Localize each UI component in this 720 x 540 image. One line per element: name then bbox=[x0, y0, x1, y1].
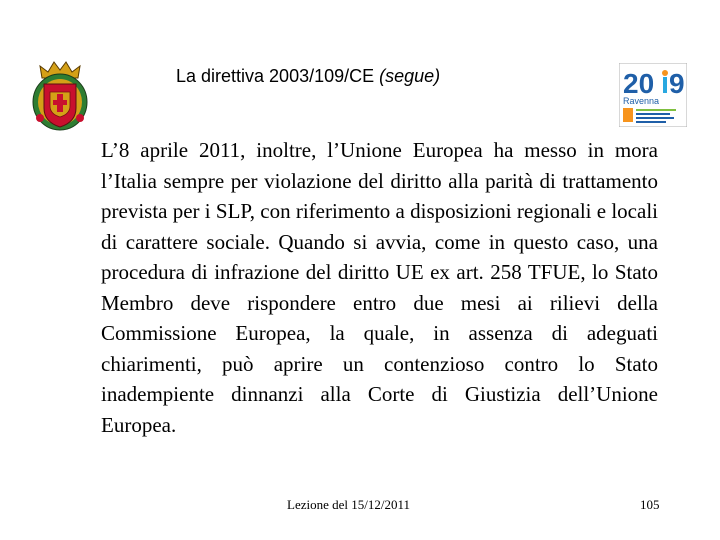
logo-year-right: 9 bbox=[669, 68, 685, 99]
logo-city: Ravenna bbox=[623, 96, 660, 106]
ravenna-2019-logo bbox=[619, 63, 687, 127]
slide-title-italic: (segue) bbox=[379, 66, 441, 86]
logo-year-left: 20 bbox=[623, 68, 655, 99]
slide-footer: Lezione del 15/12/2011 bbox=[287, 497, 410, 512]
slide-body-text: L’8 aprile 2011, inoltre, l’Unione Europea ha messo in mora l’Italia sempre per violazione del diritto alla parità di trattamento prevista per i SLP, con riferimento a disposizioni regionali e locali di carattere sociale. Quando si avvia, come in questo caso, una procedura di infrazione del diritto UE ex art. 258 TFUE, lo Stato Membro deve rispondere entro due mesi ai rilievi della Commissione Europea, la quale, in assenza di adeguati chiarimenti, può aprire un contenzioso contro lo Stato inadempiente dinnanzi alla Corte di Giustizia dell’Unione Europea. bbox=[101, 138, 658, 437]
slide-title bbox=[176, 66, 440, 87]
slide-title-main: La direttiva 2003/109/CE bbox=[176, 66, 380, 86]
coat-of-arms-icon bbox=[30, 56, 90, 132]
page-number: 105 bbox=[640, 497, 660, 512]
